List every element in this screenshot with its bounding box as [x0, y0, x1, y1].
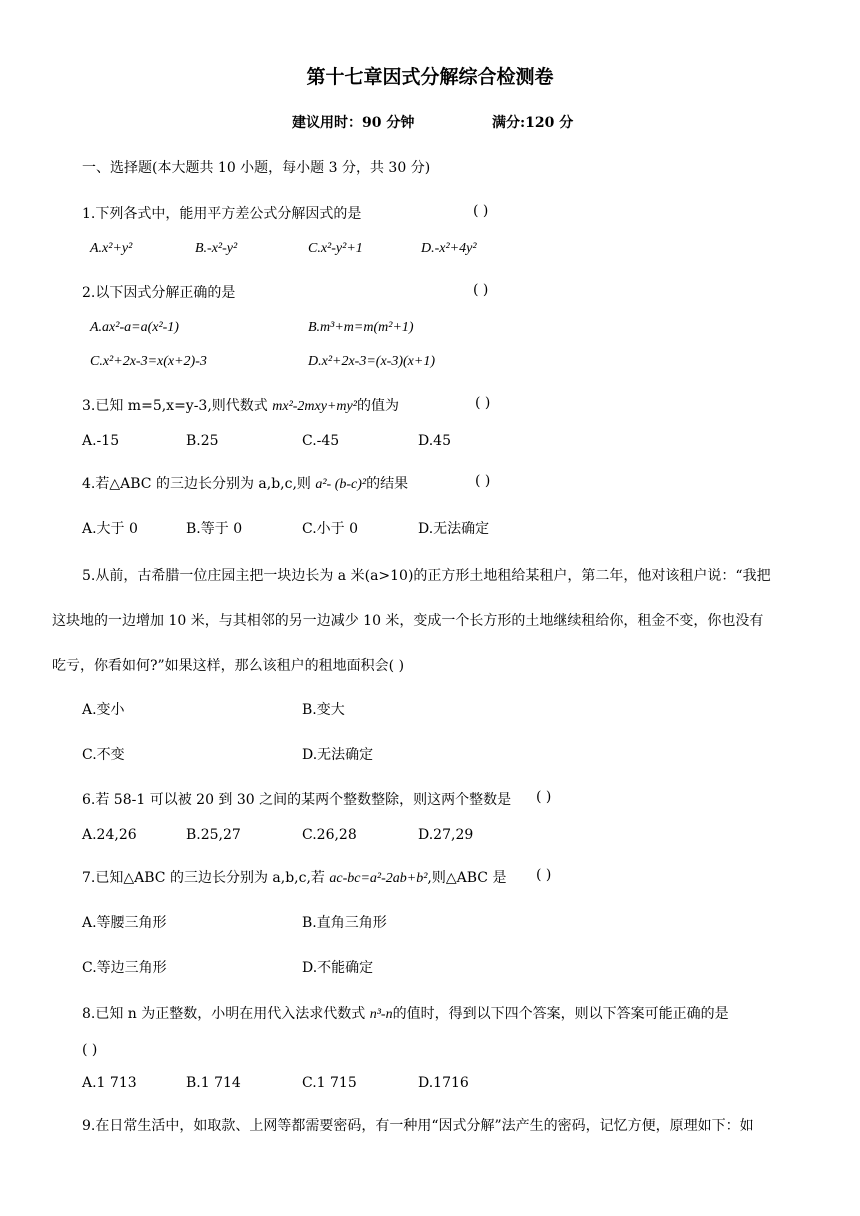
- question-9-line-1: 9.在日常生活中，如取款、上网等都需要密码，有一种用“因式分解”法产生的密码，记忆方便，原理如下：如: [82, 1118, 754, 1134]
- option-d: D.无法确定: [418, 521, 490, 537]
- option-b: B.变大: [302, 702, 345, 718]
- option-a: A.x²+y²: [90, 241, 133, 256]
- option-a: A.1 713: [82, 1075, 137, 1091]
- question-4-stem: [82, 473, 408, 493]
- section-heading: 一、选择题(本大题共 10 小题，每小题 3 分，共 30 分): [82, 160, 431, 176]
- option-d: D.27,29: [418, 827, 474, 843]
- option-d: D.1716: [418, 1075, 469, 1091]
- answer-paren: ( ): [475, 395, 491, 411]
- math-expression: mx²-2mxy+my²: [272, 399, 357, 414]
- question-6-stem: 6.若 58-1 可以被 20 到 30 之间的某两个整数整除，则这两个整数是: [82, 792, 512, 808]
- option-d: D.-x²+4y²: [421, 241, 477, 256]
- answer-paren: ( ): [473, 282, 489, 298]
- question-5-line-3: 吃亏，你看如何?”如果这样，那么该租户的租地面积会( ): [52, 658, 405, 674]
- option-c: C.1 715: [302, 1075, 357, 1091]
- answer-paren: ( ): [473, 203, 489, 219]
- answer-paren: ( ): [536, 789, 552, 805]
- option-b: B.等于 0: [186, 521, 243, 537]
- question-7-stem: [82, 867, 506, 887]
- option-a: A.等腰三角形: [82, 915, 167, 931]
- option-c: C.等边三角形: [82, 960, 167, 976]
- option-d: D.无法确定: [302, 747, 374, 763]
- answer-paren: ( ): [475, 473, 491, 489]
- answer-paren: ( ): [536, 867, 552, 883]
- question-2-stem: 2.以下因式分解正确的是: [82, 285, 236, 301]
- stem-text: 3.已知 m=5,x=y-3,则代数式: [82, 398, 273, 414]
- stem-tail: 的值为: [356, 398, 399, 414]
- option-a: A.ax²-a=a(x²-1): [90, 320, 179, 335]
- question-8-stem: [82, 1003, 729, 1023]
- option-b: B.直角三角形: [302, 915, 387, 931]
- answer-paren: ( ): [82, 1042, 98, 1058]
- page-title: 第十七章因式分解综合检测卷: [306, 66, 554, 88]
- stem-text: 4.若△ABC 的三边长分别为 a,b,c,则: [82, 476, 316, 492]
- option-d: D.x²+2x-3=(x-3)(x+1): [308, 354, 435, 369]
- option-b: B.1 714: [186, 1075, 241, 1091]
- option-a: A.24,26: [82, 827, 137, 843]
- option-c: C.x²-y²+1: [308, 241, 363, 256]
- option-c: C.26,28: [302, 827, 357, 843]
- option-b: B.-x²-y²: [195, 241, 238, 256]
- option-c: C.不变: [82, 747, 125, 763]
- math-expression: a²- (b-c)²: [315, 477, 367, 492]
- time-limit: 建议用时：90 分钟: [292, 115, 415, 131]
- full-score: 满分:120 分: [492, 115, 574, 131]
- stem-text: 7.已知△ABC 的三边长分别为 a,b,c,若: [82, 870, 330, 886]
- option-a: A.大于 0: [82, 521, 138, 537]
- option-d: D.不能确定: [302, 960, 374, 976]
- option-c: C.x²+2x-3=x(x+2)-3: [90, 354, 207, 369]
- option-b: B.m³+m=m(m²+1): [308, 320, 414, 335]
- math-expression: ac-bc=a²-2ab+b²: [329, 871, 428, 886]
- option-c: C.-45: [302, 433, 340, 449]
- stem-text: 8.已知 n 为正整数，小明在用代入法求代数式: [82, 1006, 370, 1022]
- option-b: B.25: [186, 433, 219, 449]
- option-a: A.变小: [82, 702, 125, 718]
- option-a: A.-15: [82, 433, 120, 449]
- question-5-line-1: 5.从前，古希腊一位庄园主把一块边长为 a 米(a>10)的正方形土地租给某租户，第二年，他对该租户说：“我把: [82, 568, 771, 584]
- question-5-line-2: 这块地的一边增加 10 米，与其相邻的另一边减少 10 米，变成一个长方形的土地继续租给你，租金不变，你也没有: [52, 613, 764, 629]
- question-3-stem: [82, 395, 399, 415]
- stem-tail: 的结果: [366, 476, 409, 492]
- stem-tail: ,则△ABC 是: [427, 870, 507, 886]
- option-d: D.45: [418, 433, 451, 449]
- math-expression: n³-n: [369, 1007, 393, 1022]
- stem-tail: 的值时，得到以下四个答案，则以下答案可能正确的是: [392, 1006, 729, 1022]
- option-c: C.小于 0: [302, 521, 359, 537]
- option-b: B.25,27: [186, 827, 241, 843]
- question-1-stem: 1.下列各式中，能用平方差公式分解因式的是: [82, 206, 362, 222]
